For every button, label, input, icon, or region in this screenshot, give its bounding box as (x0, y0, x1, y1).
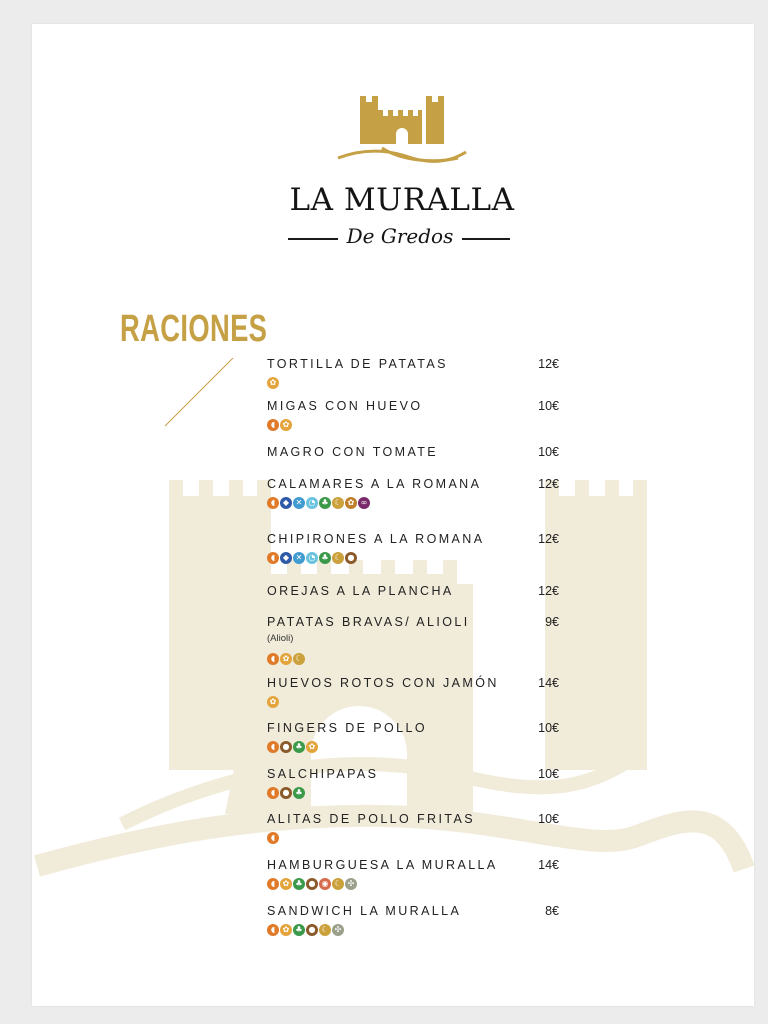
item-price: 12€ (538, 532, 559, 546)
egg-allergen-icon: ◖ (267, 653, 279, 665)
egg-allergen-icon: ◖ (267, 552, 279, 564)
egg-allergen-icon: ◖ (267, 497, 279, 509)
crustacean-allergen-icon: ✕ (293, 497, 305, 509)
nuts-allergen-icon: ◉ (319, 878, 331, 890)
soy-allergen-icon: ● (280, 741, 292, 753)
item-price: 14€ (538, 858, 559, 872)
milk-allergen-icon: ☾ (332, 878, 344, 890)
section-title: RACIONES (120, 308, 268, 350)
milk-allergen-icon: ☾ (332, 552, 344, 564)
item-price: 10€ (538, 721, 559, 735)
mollusc-allergen-icon: ◔ (306, 552, 318, 564)
item-name: MAGRO CON TOMATE (267, 445, 439, 459)
allergen-icons (267, 497, 370, 509)
item-price: 14€ (538, 676, 559, 690)
gluten-allergen-icon: ✿ (306, 741, 318, 753)
egg-allergen-icon: ◖ (267, 924, 279, 936)
allergen-icons (267, 696, 279, 708)
crustacean-allergen-icon: ✕ (293, 552, 305, 564)
item-name: MIGAS CON HUEVO (267, 399, 423, 413)
allergen-icons (267, 552, 357, 564)
allergen-icons (267, 924, 344, 936)
gluten-allergen-icon: ✿ (280, 419, 292, 431)
menu-page (32, 24, 754, 1006)
fish-allergen-icon: ◆ (280, 552, 292, 564)
allergen-icons (267, 741, 318, 753)
sesame-allergen-icon: ✣ (345, 878, 357, 890)
egg-allergen-icon: ◖ (267, 741, 279, 753)
allergen-icons (267, 878, 357, 890)
mustard-allergen-icon: ✿ (345, 497, 357, 509)
celery-allergen-icon: ♣ (319, 552, 331, 564)
item-name: SALCHIPAPAS (267, 767, 379, 781)
item-price: 10€ (538, 399, 559, 413)
brand-name: LA MURALLA (289, 182, 515, 218)
item-price: 10€ (538, 767, 559, 781)
milk-allergen-icon: ☾ (332, 497, 344, 509)
allergen-icons (267, 832, 279, 844)
allergen-icons (267, 787, 305, 799)
sesame-allergen-icon: ✣ (332, 924, 344, 936)
item-price: 9€ (545, 615, 559, 629)
item-name: HUEVOS ROTOS CON JAMÓN (267, 676, 499, 690)
item-price: 12€ (538, 357, 559, 371)
item-note: (Alioli) (267, 633, 294, 644)
fish-allergen-icon: ◆ (280, 497, 292, 509)
milk-allergen-icon: ☾ (319, 924, 331, 936)
gluten-allergen-icon: ✿ (280, 878, 292, 890)
item-name: ALITAS DE POLLO FRITAS (267, 812, 475, 826)
soy-allergen-icon: ● (306, 878, 318, 890)
item-name: CHIPIRONES A LA ROMANA (267, 532, 485, 546)
divider-right (462, 238, 510, 240)
egg-allergen-icon: ◖ (267, 419, 279, 431)
item-price: 8€ (545, 904, 559, 918)
egg-allergen-icon: ◖ (267, 832, 279, 844)
egg-allergen-icon: ◖ (267, 787, 279, 799)
celery-allergen-icon: ♣ (293, 787, 305, 799)
item-price: 12€ (538, 477, 559, 491)
decorative-slash (157, 354, 247, 434)
sulphites-allergen-icon: ∞ (358, 497, 370, 509)
celery-allergen-icon: ♣ (293, 924, 305, 936)
item-name: OREJAS A LA PLANCHA (267, 584, 454, 598)
gluten-allergen-icon: ✿ (267, 377, 279, 389)
celery-allergen-icon: ♣ (293, 878, 305, 890)
item-price: 10€ (538, 445, 559, 459)
soy-allergen-icon: ● (345, 552, 357, 564)
milk-allergen-icon: ☾ (293, 653, 305, 665)
soy-allergen-icon: ● (280, 787, 292, 799)
item-name: HAMBURGUESA LA MURALLA (267, 858, 498, 872)
item-name: FINGERS DE POLLO (267, 721, 427, 735)
gluten-allergen-icon: ✿ (267, 696, 279, 708)
gluten-allergen-icon: ✿ (280, 924, 292, 936)
allergen-icons (267, 377, 279, 389)
item-name: PATATAS BRAVAS/ ALIOLI (267, 615, 470, 629)
item-name: SANDWICH LA MURALLA (267, 904, 462, 918)
celery-allergen-icon: ♣ (319, 497, 331, 509)
item-price: 10€ (538, 812, 559, 826)
allergen-icons (267, 653, 305, 665)
soy-allergen-icon: ● (306, 924, 318, 936)
mollusc-allergen-icon: ◔ (306, 497, 318, 509)
brand-subtitle: De Gredos (346, 224, 454, 248)
item-price: 12€ (538, 584, 559, 598)
item-name: TORTILLA DE PATATAS (267, 357, 448, 371)
allergen-icons (267, 419, 292, 431)
gluten-allergen-icon: ✿ (280, 653, 292, 665)
item-name: CALAMARES A LA ROMANA (267, 477, 482, 491)
egg-allergen-icon: ◖ (267, 878, 279, 890)
celery-allergen-icon: ♣ (293, 741, 305, 753)
